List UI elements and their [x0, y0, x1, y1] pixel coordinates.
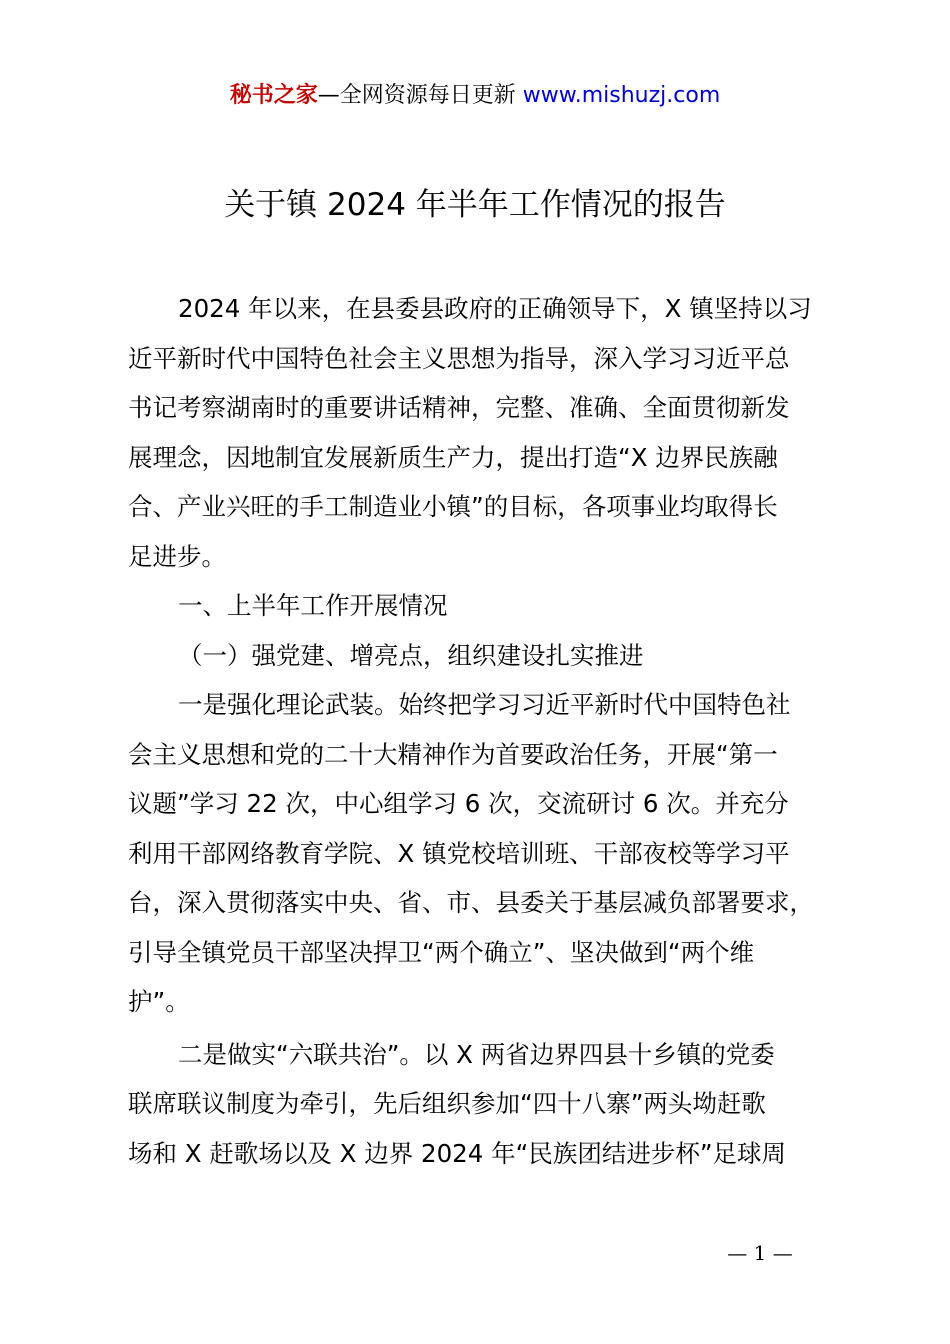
header-tagline: —全网资源每日更新	[317, 83, 516, 108]
paragraph-intro-line: 书记考察湖南时的重要讲话精神，完整、准确、全面贯彻新发	[128, 393, 790, 422]
page-number: — 1 —	[727, 1241, 793, 1265]
paragraph-theory-line: 护”。	[128, 987, 190, 1016]
document-body	[128, 284, 863, 1178]
document-title: 关于镇 2024 年半年工作情况的报告	[224, 187, 726, 223]
paragraph-theory-line: 会主义思想和党的二十大精神作为首要政治任务，开展“第一	[128, 739, 778, 769]
paragraph-theory-line: 利用干部网络教育学院、X 镇党校培训班、干部夜校等学习平	[128, 838, 790, 868]
paragraph-intro-line: 展理念，因地制宜发展新质生产力，提出打造“X 边界民族融	[128, 442, 778, 472]
paragraph-governance-line: 场和 X 赶歌场以及 X 边界 2024 年“民族团结进步杯”足球周	[128, 1138, 787, 1168]
paragraph-theory-line: 议题”学习 22 次，中心组学习 6 次，交流研讨 6 次。并充分	[128, 789, 789, 818]
paragraph-intro-line: 合、产业兴旺的手工制造业小镇”的目标，各项事业均取得长	[128, 492, 778, 521]
subsection-heading: （一）强党建、增亮点，组织建设扎实推进	[178, 640, 644, 670]
paragraph-theory-line: 引导全镇党员干部坚决捍卫“两个确立”、坚决做到“两个维	[128, 937, 755, 967]
paragraph-governance-line: 二是做实“六联共治”。以 X 两省边界四县十乡镇的党委	[178, 1039, 775, 1069]
paragraph-intro-line: 足进步。	[128, 541, 226, 571]
brand-name: 秘书之家	[229, 83, 318, 108]
paragraph-theory-line: 一是强化理论武装。始终把学习习近平新时代中国特色社	[178, 690, 791, 719]
section-heading: 一、上半年工作开展情况	[178, 591, 448, 620]
paragraph-governance-line: 联席联议制度为牵引，先后组织参加“四十八寨”两头坳赶歌	[128, 1089, 766, 1118]
paragraph-intro-line: 2024 年以来，在县委县政府的正确领导下，X 镇坚持以习	[178, 294, 812, 323]
paragraph-intro-line: 近平新时代中国特色社会主义思想为指导，深入学习习近平总	[128, 343, 790, 373]
site-header	[0, 80, 950, 112]
paragraph-theory-line: 台，深入贯彻落实中央、省、市、县委关于基层减负部署要求，	[128, 888, 814, 917]
site-url-link[interactable]: www.mishuzj.com	[522, 83, 721, 108]
